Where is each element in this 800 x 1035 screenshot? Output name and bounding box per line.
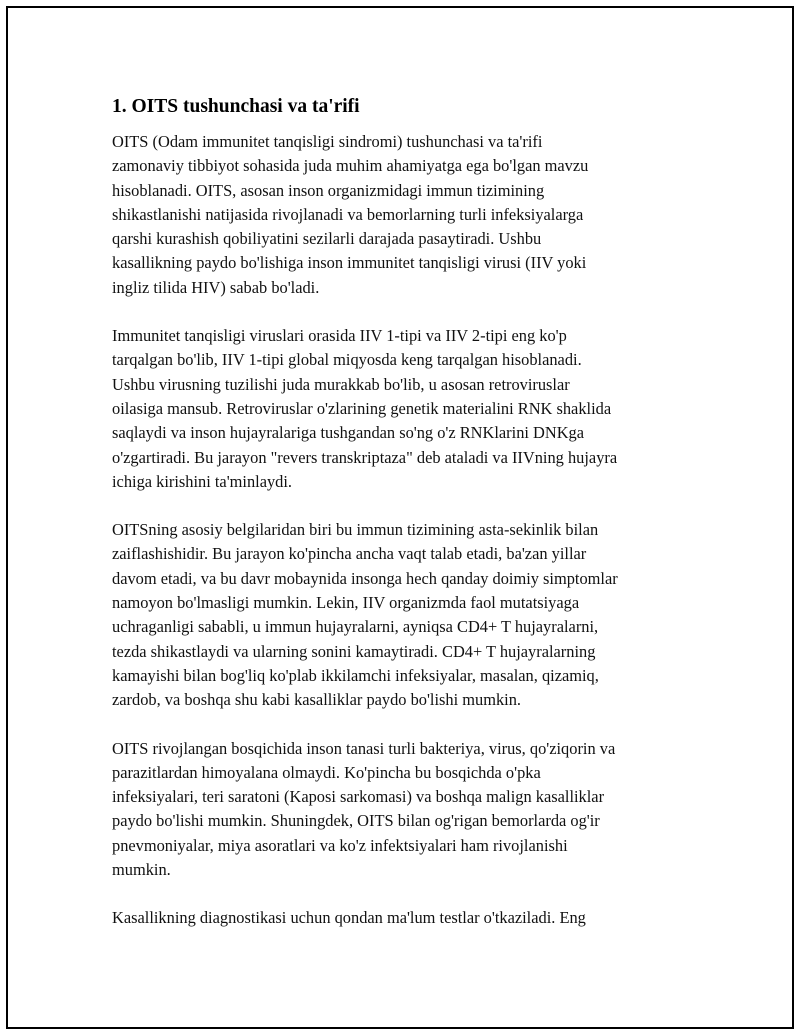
paragraph-4: OITS rivojlangan bosqichida inson tanasi turli bakteriya, virus, qo'ziqorin va parazitlardan himoyalana olmaydi. Ko'pincha bu bosqichda o'pka infeksiyalari, teri saratoni (Kaposi sarkomasi) va boshqa malign kasalliklar paydo bo'lishi mumkin. Shuningdek, OITS bilan og'rigan bemorlarda og'ir pnevmoniyalar, miya asoratlari va ko'z infektsiyalari ham rivojlanishi mumkin. <box>112 738 616 880</box>
paragraph-3: OITSning asosiy belgilaridan biri bu immun tizimining asta-sekinlik bilan zaiflashishidir. Bu jarayon ko'pincha ancha vaqt talab etadi, ba'zan yillar davom etadi, va bu davr mobaynida insonga hech qanday doimiy simptomlar namoyon bo'lmasligi mumkin. Lekin, IIV organizmda faol mutatsiyaga uchraganligi sababli, u immun hujayralarni, ayniqsa CD4+ T hujayralarni, tezda shikastlaydi va ularning sonini kamaytiradi. CD4+ T hujayralarning kamayishi bilan bog'liq ko'plab ikkilamchi infeksiyalar, masalan, qizamiq, zardob, va boshqa shu kabi kasalliklar paydo bo'lishi mumkin. <box>112 520 618 710</box>
document-body <box>112 94 692 931</box>
paragraph-5: Kasallikning diagnostikasi uchun qondan ma'lum testlar o'tkaziladi. Eng <box>112 908 586 928</box>
paragraph-1: OITS (Odam immunitet tanqisligi sindromi) tushunchasi va ta'rifi zamonaviy tibbiyot sohasida juda muhim ahamiyatga ega bo'lgan mavzu hisoblanadi. OITS, asosan inson organizmidagi immun tizimining shikastlanishi natijasida rivojlanadi va bemorlarning turli infeksiyalarga qarshi kurashish qobiliyatini sezilarli darajada pasaytiradi. Ushbu kasallikning paydo bo'lishiga inson immunitet tanqisligi virusi (IIV yoki ingliz tilida HIV) sabab bo'ladi. <box>112 132 589 297</box>
paragraph-2: Immunitet tanqisligi viruslari orasida IIV 1-tipi va IIV 2-tipi eng ko'p tarqalgan bo'lib, IIV 1-tipi global miqyosda keng tarqalgan hisoblanadi. Ushbu virusning tuzilishi juda murakkab bo'lib, u asosan retroviruslar oilasiga mansub. Retroviruslar o'zlarining genetik materialini RNK shaklida saqlaydi va inson hujayralariga tushgandan so'ng o'z RNKlarini DNKga o'zgartiradi. Bu jarayon "revers transkriptaza" deb ataladi va IIVning hujayra ichiga kirishini ta'minlaydi. <box>112 326 618 491</box>
section-heading: 1. OITS tushunchasi va ta'rifi <box>112 96 360 117</box>
